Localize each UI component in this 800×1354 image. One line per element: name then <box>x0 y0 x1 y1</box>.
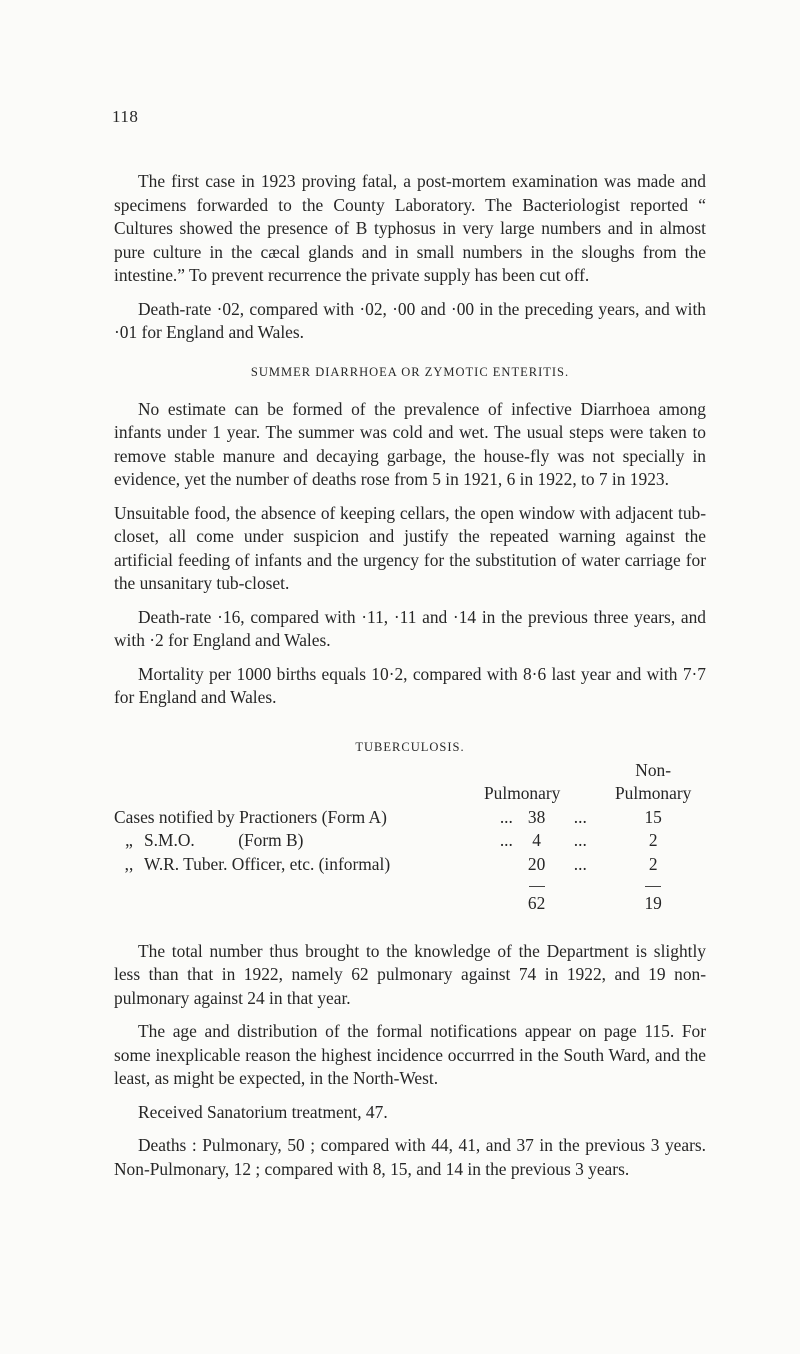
table-row <box>114 829 706 853</box>
paragraph-typhoid-death-rate: Death-rate ·02, compared with ·02, ·00 and ·00 in the preceding years, and with ·01 for England and Wales. <box>114 298 706 342</box>
sum-rule <box>645 886 661 887</box>
sum-rule <box>529 886 545 887</box>
ditto-mark: ,, <box>124 853 134 874</box>
table-row <box>114 853 706 877</box>
pulmonary-value: 38 <box>527 806 546 827</box>
table-header-row-1 <box>114 759 706 783</box>
row-label: S.M.O. (Form B) <box>144 830 304 850</box>
paragraph-age-distribution: The age and distribution of the formal notifications appear on page 115. For some inexplicable reason the highest incidence occurrred in the South Ward, and the least, as might be expected, in the North-West. <box>114 1021 706 1088</box>
non-pulmonary-value: 2 <box>648 830 658 850</box>
non-pulmonary-value: 2 <box>648 853 658 874</box>
tuberculosis-table <box>114 759 706 916</box>
heading-tuberculosis: TUBERCULOSIS. <box>355 739 465 754</box>
paragraph-no-estimate: No estimate can be formed of the prevalence of infective Diarrhoea among infants under 1 year. The summer was cold and wet. The usual steps were taken to remove stable manure and decaying garbage, the house-fly was not specially in evidence, yet the number of deaths rose from 5 in 1921, 6 in 1922, to 7 in 1923. <box>114 398 706 489</box>
leader-dots: ... <box>499 830 513 850</box>
paragraph-deaths: Deaths : Pulmonary, 50 ; compared with 44, 41, and 37 in the previous 3 years. Non-Pulmonary, 12 ; compared with 8, 15, and 14 in the previous 3 years. <box>114 1135 706 1179</box>
paragraph-total-number: The total number thus brought to the knowledge of the Department is slightly less than that in 1922, namely 62 pulmonary against 74 in 1922, and 19 non-pulmonary against 24 in that year. <box>114 940 706 1008</box>
table-row <box>114 806 706 830</box>
leader-dots: ... <box>573 853 587 874</box>
row-label: W.R. Tuber. Officer, etc. (informal) <box>144 853 391 874</box>
heading-summer-diarrhoea: SUMMER DIARRHOEA OR ZYMOTIC ENTERITIS. <box>250 364 570 379</box>
leader-dots: ... <box>573 806 587 827</box>
table-total-row <box>114 892 706 916</box>
total-non-pulmonary: 19 <box>644 893 662 913</box>
header-non: Non- <box>635 759 672 780</box>
table-rule-row <box>114 876 706 892</box>
page-number: 118 <box>112 107 139 126</box>
leader-dots: ... <box>573 830 587 850</box>
paragraph-unsuitable-food: Unsuitable food, the absence of keeping cellars, the open window with adjacent tub-closet, all come under suspicion and justify the repeated warning against the artificial feeding of infants and the urgency for the substitution of water carriage for the unsanitary tub-closet. <box>114 502 706 593</box>
ditto-mark: „ <box>125 830 133 850</box>
paragraph-diarrhoea-death-rate: Death-rate ·16, compared with ·11, ·11 and ·14 in the previous three years, and with ·2 for England and Wales. <box>114 606 706 650</box>
header-pulmonary: Pulmonary <box>484 783 561 803</box>
paragraph-sanatorium: Received Sanatorium treatment, 47. <box>138 1101 388 1122</box>
page-content <box>114 170 706 1181</box>
pulmonary-value: 20 <box>527 853 546 874</box>
pulmonary-value: 4 <box>532 830 541 850</box>
paragraph-fatal-case: The first case in 1923 proving fatal, a post-mortem examination was made and specimens forwarded to the County Laboratory. The Bacteriologist reported “ Cultures showed the presence of B typhosus in very large numbers and in almost pure culture in the cæcal glands and in small numbers in the sloughs from the intestine.” To prevent recurrence the private supply has been cut off. <box>114 171 706 285</box>
header-non-pulmonary: Pulmonary <box>615 783 692 803</box>
non-pulmonary-value: 15 <box>644 806 662 827</box>
leader-dots: ... <box>499 806 513 827</box>
table-header-row-2 <box>114 782 706 806</box>
row-label: Cases notified by Practioners (Form A) <box>114 806 387 827</box>
paragraph-mortality: Mortality per 1000 births equals 10·2, compared with 8·6 last year and with 7·7 for England and Wales. <box>114 663 706 707</box>
total-pulmonary: 62 <box>527 893 546 913</box>
